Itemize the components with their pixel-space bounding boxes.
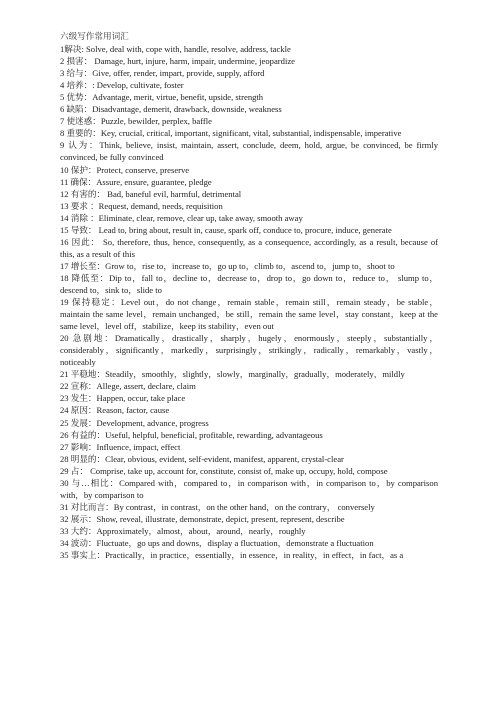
list-item: 8 重要的：Key, crucial, critical, important, significant, vital, substantial, indispensable, imperative (60, 128, 402, 139)
list-item: 24 原因：Reason, factor, cause (60, 405, 170, 416)
list-item: 35 事实上：Practically，in practice，essentially，in essence，in reality，in effect，in fact，as a (60, 550, 404, 561)
list-item: 13 要求 ：Request, demand, needs, requisition (60, 200, 223, 211)
list-item: 11 确保：Assure, ensure, guarantee, pledge (60, 176, 212, 187)
list-item: 27 影响：Influence, impact, effect (60, 441, 181, 452)
list-item: 30 与…相比：Compared with，compared to，in comparison with，in comparison to，by comparison with，by comparison to (60, 477, 438, 500)
list-item: 3 给与：Give, offer, render, impart, provide, supply, afford (60, 68, 265, 79)
list-item: 4 培养：: Develop, cultivate, foster (60, 80, 184, 91)
list-item: 23 发生：Happen, occur, take place (60, 393, 186, 404)
list-item: 33 大约：Approximately，almost，about，around，nearly，roughly (60, 525, 306, 536)
document-title: 六级写作常用词汇 (60, 31, 129, 41)
list-item: 28 明显的：Clear, obvious, evident, self-evident, manifest, apparent, crystal-clear (60, 453, 344, 464)
list-item: 34 波动：Fluctuate，go ups and downs，display a fluctuation，demonstrate a fluctuation (60, 537, 374, 548)
list-item: 25 发展：Development, advance, progress (60, 417, 209, 428)
list-item: 5 优势：Advantage, merit, virtue, benefit, upside, strength (60, 92, 264, 103)
list-item: 14 消除 ：Eliminate, clear, remove, clear up, take away, smooth away (60, 212, 303, 223)
list-item: 7 使迷惑：Puzzle, bewilder, perplex, baffle (60, 116, 212, 127)
list-item: 21 平稳地：Steadily，smoothly，slightly，slowly，marginally，gradually，moderately，mildly (60, 369, 405, 380)
vocabulary-list (60, 43, 438, 561)
list-item: 12 有害的： Bad, baneful evil, harmful, detrimental (60, 188, 242, 199)
list-item: 31 对比而言：By contrast，in contrast，on the other hand，on the contrary， conversely (60, 501, 375, 512)
list-item: 10 保护：Protect, conserve, preserve (60, 164, 190, 175)
list-item: 22 宣称：Allege, assert, declare, claim (60, 381, 196, 392)
list-item: 20 急剧地：Dramatically，drastically，sharply，hugely，enormously，steeply，substantially，considerably，significantly，markedly，surprisingly，strikingly，radically，remarkably，vastly，noticeably (60, 333, 438, 368)
list-item: 32 展示：Show, reveal, illustrate, demonstrate, depict, present, represent, describe (60, 513, 345, 524)
list-item: 1解决: Solve, deal with, cope with, handle, resolve, address, tackle (60, 44, 291, 55)
list-item: 17 增长至：Grow to，rise to，increase to，go up to，climb to，ascend to，jump to，shoot to (60, 260, 395, 271)
list-item: 6 缺陷：Disadvantage, demerit, drawback, downside, weakness (60, 104, 282, 115)
list-item: 2 损害： Damage, hurt, injure, harm, impair, undermine, jeopardize (60, 56, 295, 67)
list-item: 26 有益的：Useful, helpful, beneficial, profitable, rewarding, advantageous (60, 429, 323, 440)
list-item: 18 降低至：Dip to，fall to，decline to，decrease to，drop to，go down to，reduce to， slump to，descend to，sink to，slide to (60, 272, 438, 295)
list-item: 16 因此： So, therefore, thus, hence, consequently, as a consequence, accordingly, as a result, because of this, as a result of this (60, 236, 438, 259)
list-item: 29 占： Comprise, take up, account for, constitute, consist of, make up, occupy, hold, compose (60, 465, 388, 476)
list-item: 9 认为：Think, believe, insist, maintain, assert, conclude, deem, hold, argue, be convinced, be firmly convinced, be fully convinced (60, 140, 438, 163)
list-item: 19 保持稳定：Level out，do not change，remain stable，remain still，remain steady，be stable，maintain the same level，remain unchanged，be still，remain the same level，stay constant，keep at the same level，level off，stabilize，keep its stability，even out (60, 297, 438, 332)
list-item: 15 导致： Lead to, bring about, result in, cause, spark off, conduce to, procure, induce, generate (60, 224, 392, 235)
